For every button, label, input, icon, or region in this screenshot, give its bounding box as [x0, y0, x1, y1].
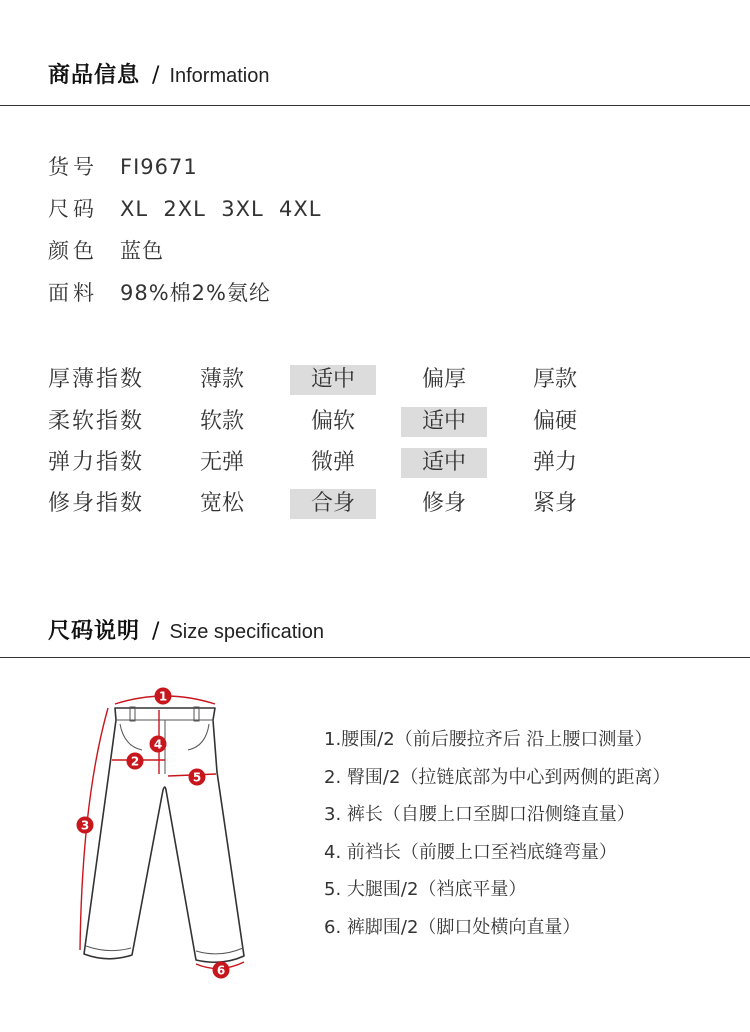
- index-option: 软款: [199, 409, 244, 434]
- title-separator: /: [152, 619, 160, 644]
- index-option: 无弹: [199, 450, 244, 475]
- info-key: 尺码: [48, 197, 98, 221]
- index-option: 偏软: [310, 409, 355, 434]
- index-option: 紧身: [532, 491, 577, 516]
- size-spec-title-zh: 尺码说明: [48, 619, 141, 644]
- index-label: 弹力指数: [48, 450, 145, 475]
- header-divider: [0, 657, 750, 658]
- index-option: 适中: [290, 365, 376, 395]
- marker-1-label: 1: [158, 689, 168, 704]
- index-label: 修身指数: [48, 491, 145, 516]
- index-option: 弹力: [532, 450, 577, 475]
- index-option: 适中: [401, 448, 487, 478]
- index-row-elasticity: [48, 448, 728, 478]
- info-row-sku: [48, 151, 198, 181]
- info-value: 98%棉2%氨纶: [120, 281, 271, 305]
- pants-diagram: [68, 680, 268, 1000]
- index-option: 厚款: [532, 367, 577, 392]
- index-option: 合身: [290, 489, 376, 519]
- index-option: 修身: [421, 491, 466, 516]
- index-row-thickness: [48, 365, 728, 395]
- marker-6: [213, 962, 230, 979]
- title-separator: /: [152, 63, 160, 88]
- index-label: 厚薄指数: [48, 367, 145, 392]
- info-row-size: [48, 193, 321, 223]
- size-spec-header: [48, 614, 324, 645]
- marker-4: [150, 736, 167, 753]
- info-value: XL 2XL 3XL 4XL: [120, 197, 322, 221]
- marker-5: [189, 769, 206, 786]
- marker-6-label: 6: [216, 963, 226, 978]
- marker-5-label: 5: [192, 770, 202, 785]
- spec-item-length: 3. 裤长（自腰上口至脚口沿侧缝直量）: [324, 804, 635, 826]
- info-row-color: [48, 235, 164, 265]
- marker-3: [77, 817, 94, 834]
- product-info-title-en: Information: [169, 65, 270, 87]
- index-label: 柔软指数: [48, 409, 145, 434]
- marker-1: [155, 688, 172, 705]
- info-value: FI9671: [120, 155, 198, 179]
- size-spec-title-en: Size specification: [169, 621, 324, 643]
- spec-item-front-rise: 4. 前裆长（前腰上口至裆底缝弯量）: [324, 841, 617, 863]
- marker-3-label: 3: [80, 818, 90, 833]
- product-info-title-zh: 商品信息: [48, 63, 141, 88]
- info-value: 蓝色: [120, 239, 164, 263]
- index-row-softness: [48, 407, 728, 437]
- marker-2: [127, 753, 144, 770]
- spec-item-leg-opening: 6. 裤脚围/2（脚口处横向直量）: [324, 916, 581, 938]
- marker-2-label: 2: [130, 754, 140, 769]
- info-key: 颜色: [48, 239, 98, 263]
- marker-4-label: 4: [153, 737, 163, 752]
- index-option: 偏厚: [421, 367, 466, 392]
- spec-item-waist: 1.腰围/2（前后腰拉齐后 沿上腰口测量）: [324, 729, 653, 750]
- info-key: 面料: [48, 281, 98, 305]
- size-spec-list: [324, 726, 670, 952]
- index-option: 薄款: [199, 367, 244, 392]
- spec-item-hip: 2. 臀围/2（拉链底部为中心到两侧的距离）: [324, 766, 671, 788]
- index-row-fit: [48, 489, 728, 519]
- index-option: 适中: [401, 407, 487, 437]
- spec-item-thigh: 5. 大腿围/2（裆底平量）: [324, 879, 527, 901]
- product-info-header: [48, 58, 270, 89]
- index-option: 偏硬: [532, 409, 577, 434]
- index-option: 宽松: [199, 491, 244, 516]
- info-key: 货号: [48, 155, 98, 179]
- header-divider: [0, 105, 750, 106]
- info-row-fabric: [48, 277, 271, 307]
- index-option: 微弹: [310, 450, 355, 475]
